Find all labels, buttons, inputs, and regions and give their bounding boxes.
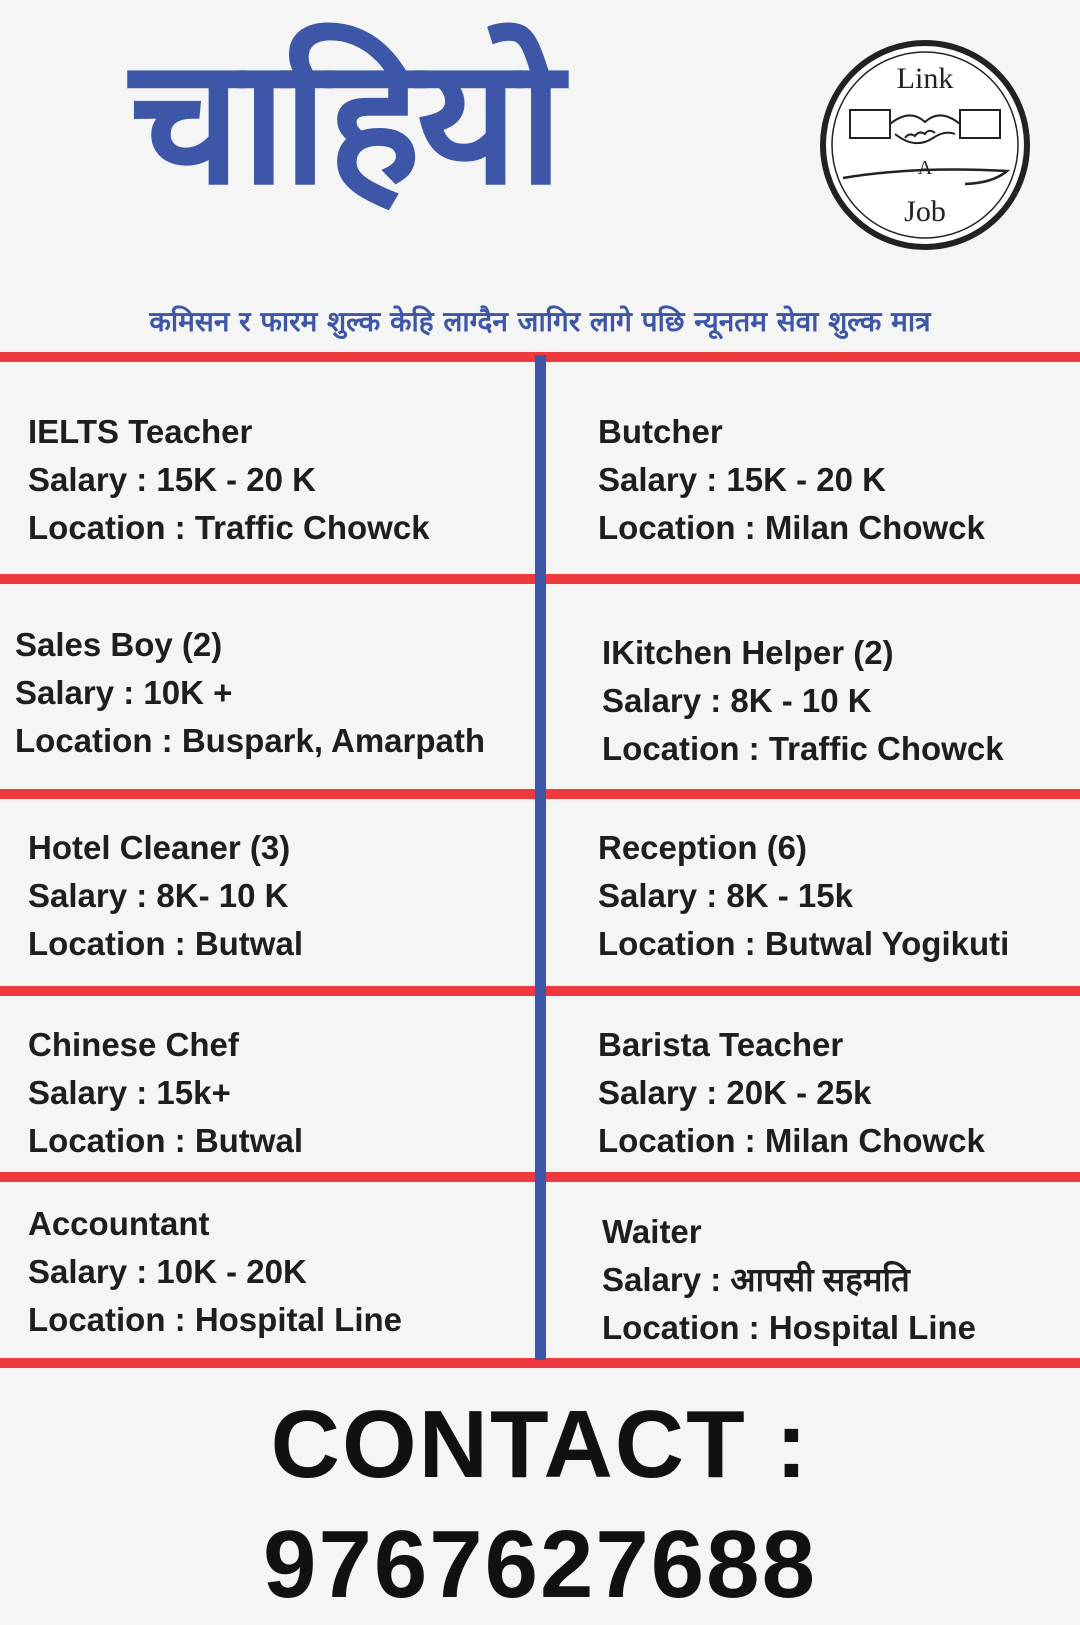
- job-salary: Salary : 8K- 10 K: [28, 877, 289, 914]
- logo-text-link: Link: [896, 62, 954, 95]
- logo-text-job: Job: [904, 195, 946, 228]
- job-title: Reception (6): [598, 829, 808, 866]
- headline-title: चाहियो: [130, 21, 560, 224]
- job-card-ielts-teacher: [28, 408, 430, 552]
- job-salary: Salary : 10K - 20K: [28, 1253, 307, 1290]
- job-card-hotel-cleaner: [28, 824, 303, 968]
- logo-text-a: A: [917, 157, 933, 179]
- job-salary: Salary : 15k+: [28, 1074, 231, 1111]
- job-card-sales-boy: [15, 621, 485, 765]
- job-salary: Salary : 8K - 10 K: [602, 682, 872, 719]
- job-card-butcher: [598, 408, 985, 552]
- divider-vertical: [535, 355, 546, 1360]
- job-location: Location : Milan Chowck: [598, 1122, 985, 1159]
- job-salary: Salary : 20K - 25k: [598, 1074, 872, 1111]
- job-title: IELTS Teacher: [28, 413, 253, 450]
- job-title: Hotel Cleaner (3): [28, 829, 291, 866]
- job-card-waiter: [602, 1208, 976, 1352]
- link-a-job-logo: [815, 38, 1035, 252]
- job-location: Location : Traffic Chowck: [602, 730, 1004, 767]
- job-title: Accountant: [28, 1205, 210, 1242]
- job-title: Barista Teacher: [598, 1026, 844, 1063]
- job-title: IKitchen Helper (2): [602, 634, 894, 671]
- job-title: Waiter: [602, 1213, 702, 1250]
- contact-phone: CONTACT : 9767627688: [263, 1391, 817, 1618]
- job-location: Location : Buspark, Amarpath: [15, 722, 486, 759]
- job-card-reception: [598, 824, 1009, 968]
- job-title: Sales Boy (2): [15, 626, 223, 663]
- subtitle-notice: कमिसन र फारम शुल्क केहि लाग्दैन जागिर लागे पछि न्यूनतम सेवा शुल्क मात्र: [149, 305, 931, 338]
- job-salary: Salary : 15K - 20 K: [28, 461, 316, 498]
- job-location: Location : Milan Chowck: [598, 509, 985, 546]
- job-card-chinese-chef: [28, 1021, 303, 1165]
- job-card-barista-teacher: [598, 1021, 985, 1165]
- job-location: Location : Butwal: [28, 1122, 303, 1159]
- job-location: Location : Hospital Line: [602, 1309, 977, 1346]
- job-location: Location : Traffic Chowck: [28, 509, 430, 546]
- job-card-kitchen-helper: [602, 629, 1004, 773]
- job-salary: Salary : 8K - 15k: [598, 877, 853, 914]
- job-title: Chinese Chef: [28, 1026, 239, 1063]
- job-card-accountant: [28, 1200, 402, 1344]
- job-title: Butcher: [598, 413, 723, 450]
- job-salary: Salary : 10K +: [15, 674, 233, 711]
- job-salary: Salary : 15K - 20 K: [598, 461, 886, 498]
- job-location: Location : Hospital Line: [28, 1301, 403, 1338]
- job-location: Location : Butwal: [28, 925, 303, 962]
- job-location: Location : Butwal Yogikuti: [598, 925, 1010, 962]
- job-salary: Salary : आपसी सहमति: [602, 1261, 910, 1298]
